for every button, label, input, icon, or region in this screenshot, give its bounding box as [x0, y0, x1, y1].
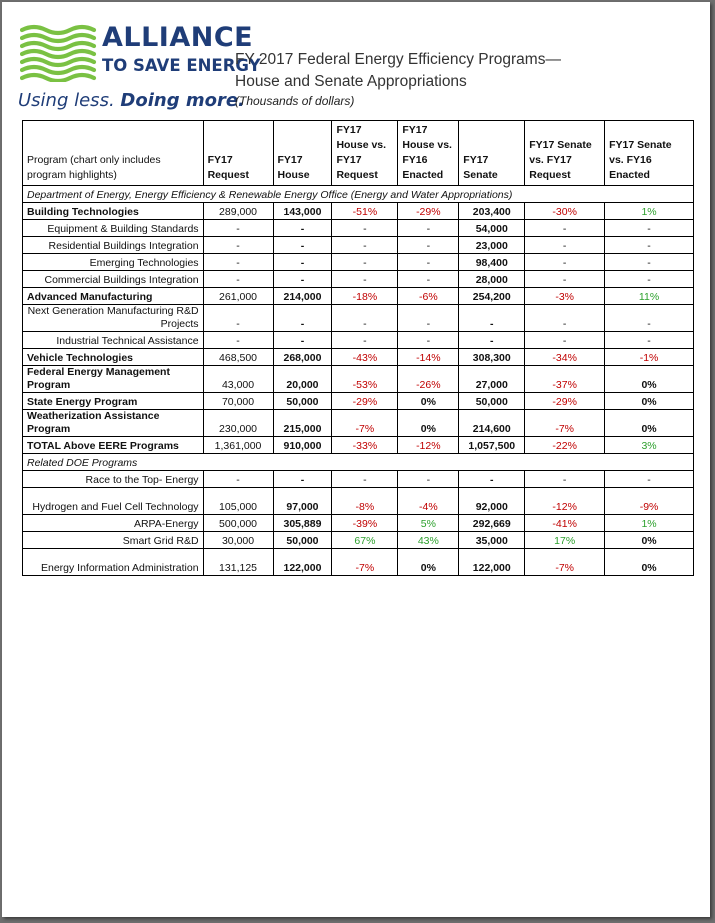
document-page	[2, 2, 710, 917]
cell-hv16: -29%	[398, 203, 459, 220]
cell-hv16: -	[398, 271, 459, 288]
table-row	[23, 366, 694, 393]
cell-svr: -	[525, 305, 605, 332]
cell-sv16: 3%	[605, 437, 694, 454]
cell-sv16: 0%	[605, 532, 694, 549]
cell-hv16: 0%	[398, 549, 459, 576]
table-row	[23, 237, 694, 254]
table-row	[23, 254, 694, 271]
cell-request: 70,000	[203, 393, 273, 410]
cell-hv16: -	[398, 220, 459, 237]
program-name-cell: Building Technologies	[23, 203, 204, 220]
cell-sv16: 1%	[605, 515, 694, 532]
cell-sv16: 1%	[605, 203, 694, 220]
cell-svr: -3%	[525, 288, 605, 305]
cell-hv16: 43%	[398, 532, 459, 549]
cell-hv16: -	[398, 305, 459, 332]
program-name-cell: ARPA-Energy	[23, 515, 204, 532]
cell-hv16: -12%	[398, 437, 459, 454]
program-name-cell: Vehicle Technologies	[23, 349, 204, 366]
cell-request: 131,125	[203, 549, 273, 576]
cell-house: 97,000	[273, 488, 332, 515]
cell-sv16: -	[605, 471, 694, 488]
cell-senate: 98,400	[459, 254, 525, 271]
section-title: Related DOE Programs	[23, 454, 694, 471]
cell-request: 1,361,000	[203, 437, 273, 454]
logo-text-save-energy: TO SAVE ENERGY	[102, 56, 261, 75]
section-title: Department of Energy, Energy Efficiency & Renewable Energy Office (Energy and Water Appropriations)	[23, 186, 694, 203]
cell-sv16: -	[605, 271, 694, 288]
cell-svr: -	[525, 271, 605, 288]
cell-sv16: -	[605, 332, 694, 349]
cell-svr: 17%	[525, 532, 605, 549]
section-header-row	[23, 454, 694, 471]
cell-house: -	[273, 237, 332, 254]
cell-hvr: -8%	[332, 488, 398, 515]
cell-hvr: -7%	[332, 549, 398, 576]
cell-house: 50,000	[273, 532, 332, 549]
cell-senate: 54,000	[459, 220, 525, 237]
table-header-row	[23, 121, 694, 186]
program-name-cell: Industrial Technical Assistance	[23, 332, 204, 349]
cell-house: -	[273, 220, 332, 237]
logo-tagline	[18, 90, 245, 111]
cell-request: 30,000	[203, 532, 273, 549]
cell-house: -	[273, 332, 332, 349]
cell-senate: -	[459, 332, 525, 349]
table-row	[23, 515, 694, 532]
header-senate-vs-fy16: FY17 Senate vs. FY16 Enacted	[605, 121, 694, 186]
cell-hv16: -	[398, 332, 459, 349]
program-name-cell: State Energy Program	[23, 393, 204, 410]
wave-logo-icon	[20, 24, 98, 82]
program-name-cell: Residential Buildings Integration	[23, 237, 204, 254]
cell-svr: -	[525, 237, 605, 254]
cell-hvr: -51%	[332, 203, 398, 220]
cell-hvr: -29%	[332, 393, 398, 410]
cell-senate: 28,000	[459, 271, 525, 288]
cell-svr: -	[525, 332, 605, 349]
cell-svr: -37%	[525, 366, 605, 393]
table-row	[23, 393, 694, 410]
cell-house: -	[273, 471, 332, 488]
table-row	[23, 288, 694, 305]
cell-house: -	[273, 254, 332, 271]
program-name-cell: Federal Energy Management Program	[23, 366, 204, 393]
cell-request: -	[203, 220, 273, 237]
cell-senate: 308,300	[459, 349, 525, 366]
cell-senate: 50,000	[459, 393, 525, 410]
cell-sv16: 0%	[605, 410, 694, 437]
cell-hv16: 0%	[398, 410, 459, 437]
table-row	[23, 488, 694, 515]
cell-hvr: -	[332, 254, 398, 271]
cell-request: 261,000	[203, 288, 273, 305]
cell-request: 105,000	[203, 488, 273, 515]
cell-svr: -	[525, 220, 605, 237]
cell-hvr: -39%	[332, 515, 398, 532]
table-row	[23, 220, 694, 237]
program-name-cell: Hydrogen and Fuel Cell Technology	[23, 488, 204, 515]
cell-hvr: -	[332, 305, 398, 332]
cell-request: 230,000	[203, 410, 273, 437]
cell-request: 43,000	[203, 366, 273, 393]
cell-request: 289,000	[203, 203, 273, 220]
cell-house: 214,000	[273, 288, 332, 305]
cell-hvr: 67%	[332, 532, 398, 549]
cell-hvr: -7%	[332, 410, 398, 437]
table-row	[23, 271, 694, 288]
cell-hv16: -	[398, 237, 459, 254]
program-name-cell: Smart Grid R&D	[23, 532, 204, 549]
header-fy17-house: FY17 House	[273, 121, 332, 186]
logo-text-alliance: ALLIANCE	[102, 22, 254, 53]
cell-senate: 35,000	[459, 532, 525, 549]
cell-request: -	[203, 332, 273, 349]
section-header-row	[23, 186, 694, 203]
cell-sv16: -1%	[605, 349, 694, 366]
program-name-cell: Weatherization Assistance Program	[23, 410, 204, 437]
cell-house: 143,000	[273, 203, 332, 220]
table-row	[23, 471, 694, 488]
cell-sv16: 11%	[605, 288, 694, 305]
cell-sv16: 0%	[605, 393, 694, 410]
cell-hvr: -	[332, 471, 398, 488]
cell-senate: 203,400	[459, 203, 525, 220]
table-row	[23, 305, 694, 332]
program-name-cell: Next Generation Manufacturing R&D Projects	[23, 305, 204, 332]
cell-request: 500,000	[203, 515, 273, 532]
cell-hvr: -	[332, 237, 398, 254]
cell-sv16: -	[605, 220, 694, 237]
table-body	[23, 186, 694, 576]
cell-hv16: 0%	[398, 393, 459, 410]
cell-request: -	[203, 271, 273, 288]
appropriations-table	[22, 120, 694, 576]
header-house-vs-request: FY17 House vs. FY17 Request	[332, 121, 398, 186]
header-fy17-senate: FY17 Senate	[459, 121, 525, 186]
cell-senate: -	[459, 471, 525, 488]
cell-hv16: -26%	[398, 366, 459, 393]
cell-house: 268,000	[273, 349, 332, 366]
table-row	[23, 349, 694, 366]
cell-sv16: -9%	[605, 488, 694, 515]
table-row	[23, 549, 694, 576]
alliance-logo	[16, 20, 261, 115]
cell-svr: -30%	[525, 203, 605, 220]
cell-hvr: -53%	[332, 366, 398, 393]
title-line-2: House and Senate Appropriations	[235, 73, 467, 90]
cell-senate: 292,669	[459, 515, 525, 532]
cell-svr: -	[525, 471, 605, 488]
cell-house: 122,000	[273, 549, 332, 576]
cell-hvr: -	[332, 220, 398, 237]
program-name-cell: Energy Information Administration	[23, 549, 204, 576]
cell-sv16: -	[605, 305, 694, 332]
cell-request: 468,500	[203, 349, 273, 366]
cell-house: 215,000	[273, 410, 332, 437]
header-fy17-request: FY17 Request	[203, 121, 273, 186]
cell-svr: -41%	[525, 515, 605, 532]
cell-request: -	[203, 254, 273, 271]
cell-hv16: -	[398, 254, 459, 271]
cell-svr: -7%	[525, 549, 605, 576]
cell-svr: -	[525, 254, 605, 271]
cell-hvr: -	[332, 332, 398, 349]
cell-sv16: 0%	[605, 549, 694, 576]
cell-sv16: -	[605, 254, 694, 271]
document-subtitle: (Thousands of dollars)	[235, 94, 355, 108]
cell-house: 305,889	[273, 515, 332, 532]
table-row	[23, 532, 694, 549]
cell-svr: -12%	[525, 488, 605, 515]
cell-house: 20,000	[273, 366, 332, 393]
cell-hv16: -4%	[398, 488, 459, 515]
cell-request: -	[203, 471, 273, 488]
cell-hvr: -	[332, 271, 398, 288]
cell-house: -	[273, 271, 332, 288]
cell-senate: 214,600	[459, 410, 525, 437]
program-name-cell: TOTAL Above EERE Programs	[23, 437, 204, 454]
cell-svr: -34%	[525, 349, 605, 366]
cell-senate: 92,000	[459, 488, 525, 515]
cell-house: 50,000	[273, 393, 332, 410]
cell-hv16: -6%	[398, 288, 459, 305]
program-name-cell: Commercial Buildings Integration	[23, 271, 204, 288]
table-row	[23, 332, 694, 349]
cell-senate: 254,200	[459, 288, 525, 305]
cell-hvr: -43%	[332, 349, 398, 366]
table-row	[23, 203, 694, 220]
cell-hvr: -33%	[332, 437, 398, 454]
cell-senate: 27,000	[459, 366, 525, 393]
tagline-part-b: Doing more.	[120, 90, 245, 111]
cell-senate: -	[459, 305, 525, 332]
header-house-vs-fy16: FY17 House vs. FY16 Enacted	[398, 121, 459, 186]
program-name-cell: Race to the Top- Energy	[23, 471, 204, 488]
cell-request: -	[203, 237, 273, 254]
program-name-cell: Emerging Technologies	[23, 254, 204, 271]
table-row	[23, 410, 694, 437]
cell-house: -	[273, 305, 332, 332]
cell-request: -	[203, 305, 273, 332]
cell-senate: 1,057,500	[459, 437, 525, 454]
title-line-1: FY 2017 Federal Energy Efficiency Programs—	[235, 51, 561, 68]
cell-svr: -22%	[525, 437, 605, 454]
cell-hv16: 5%	[398, 515, 459, 532]
cell-sv16: -	[605, 237, 694, 254]
program-name-cell: Equipment & Building Standards	[23, 220, 204, 237]
program-name-cell: Advanced Manufacturing	[23, 288, 204, 305]
document-title	[235, 49, 635, 93]
cell-senate: 23,000	[459, 237, 525, 254]
cell-hvr: -18%	[332, 288, 398, 305]
cell-senate: 122,000	[459, 549, 525, 576]
cell-house: 910,000	[273, 437, 332, 454]
header-program: Program (chart only includes program highlights)	[23, 121, 204, 186]
tagline-part-a: Using less.	[18, 90, 115, 111]
header-senate-vs-request: FY17 Senate vs. FY17 Request	[525, 121, 605, 186]
cell-sv16: 0%	[605, 366, 694, 393]
cell-hv16: -14%	[398, 349, 459, 366]
table-row	[23, 437, 694, 454]
cell-svr: -29%	[525, 393, 605, 410]
cell-svr: -7%	[525, 410, 605, 437]
cell-hv16: -	[398, 471, 459, 488]
